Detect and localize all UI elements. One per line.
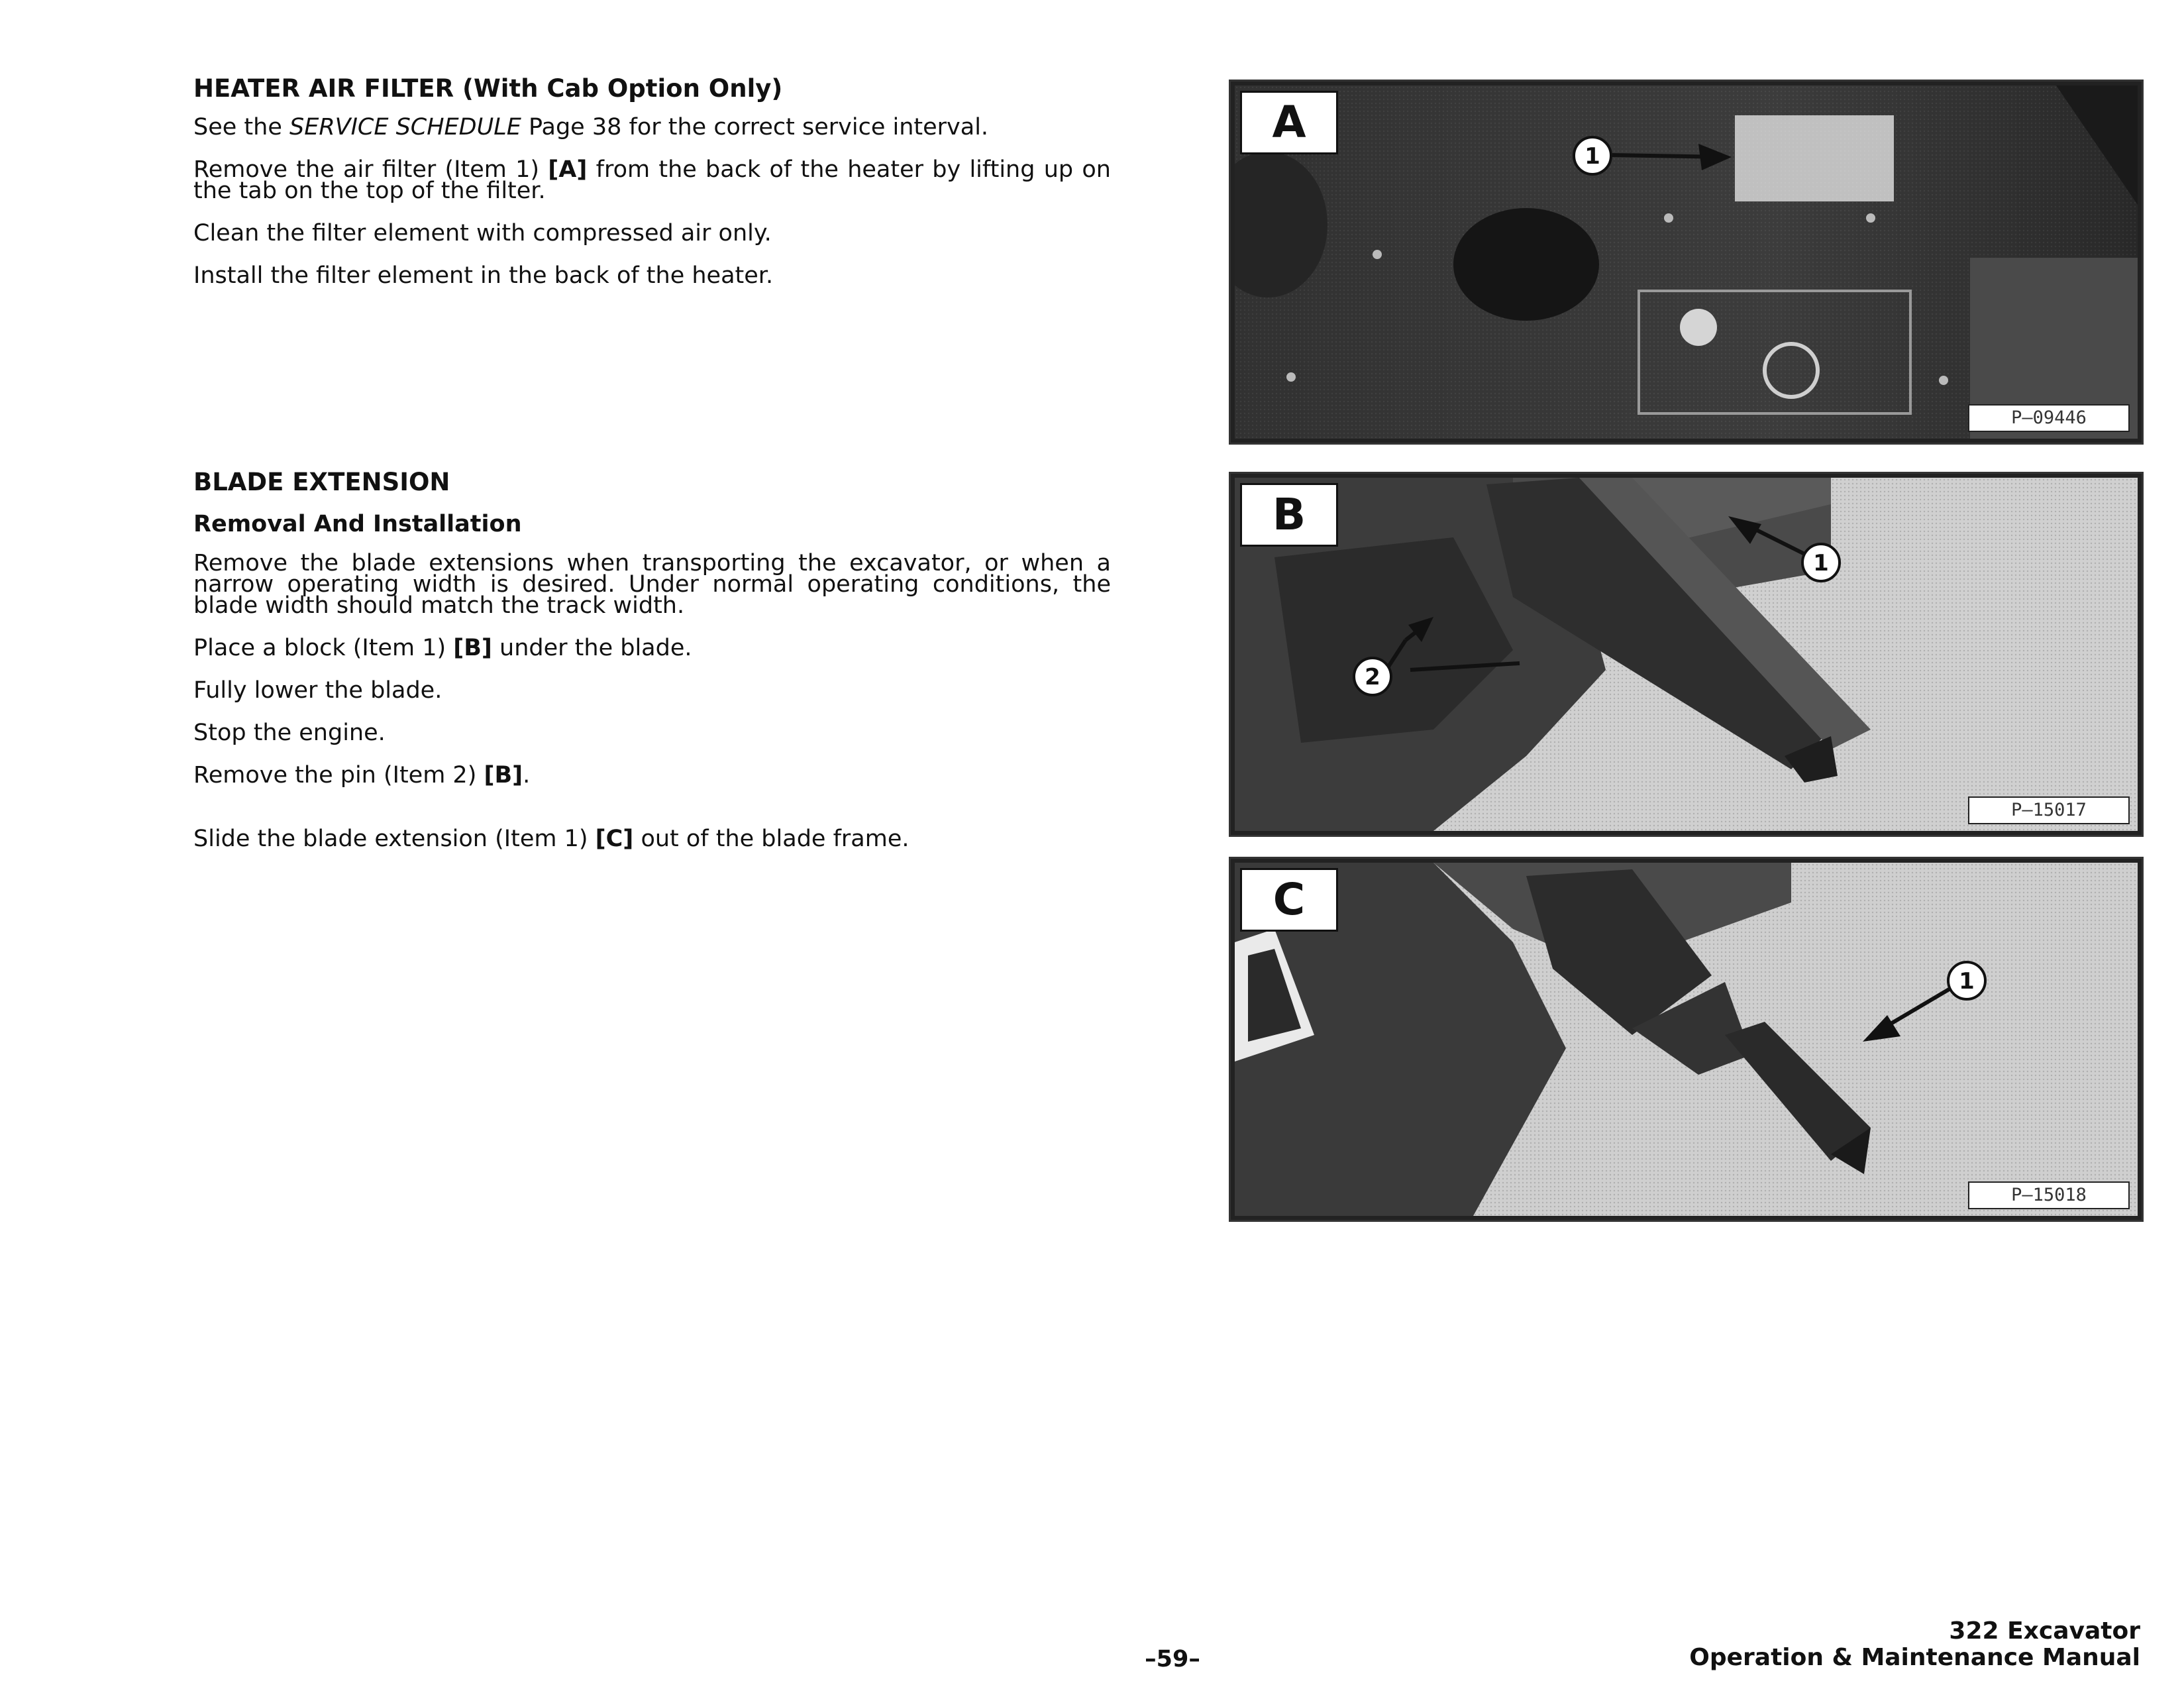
paragraph-place-block: Place a block (Item 1) [B] under the blade. <box>193 635 692 661</box>
page-number: –59– <box>1145 1646 1200 1672</box>
figure-a <box>1229 80 2144 445</box>
heater-photo-illustration <box>1235 85 2138 439</box>
figure-b-callout-2: 2 <box>1365 664 1380 690</box>
figure-a-photo <box>1235 85 2138 439</box>
figure-b-photo <box>1235 478 2138 831</box>
blade-block-photo-illustration <box>1235 478 2138 831</box>
paragraph-install-filter: Install the filter element in the back of the heater. <box>193 262 774 289</box>
figure-c-callout-1: 1 <box>1959 968 1975 995</box>
subheading-removal-installation: Removal And Installation <box>193 511 522 537</box>
paragraph-remove-pin: Remove the pin (Item 2) [B]. <box>193 762 531 789</box>
paragraph-clean-filter: Clean the filter element with compressed air only. <box>193 220 772 246</box>
figure-b-code: P–15017 <box>1968 796 2130 824</box>
figure-a-code: P–09446 <box>1968 404 2130 432</box>
section-heading-blade-extension: BLADE EXTENSION <box>193 468 450 496</box>
figure-c-photo <box>1235 863 2138 1216</box>
figure-b-label: B <box>1240 483 1338 547</box>
manual-title-line2: Operation & Maintenance Manual <box>1689 1644 2140 1671</box>
section-heading-heater-air-filter: HEATER AIR FILTER (With Cab Option Only) <box>193 74 783 103</box>
paragraph-remove-blade-extensions: Remove the blade extensions when transporting the excavator, or when a narrow operating width is desired. Under normal operating conditions, the blade width should match the track width. <box>193 550 1111 619</box>
paragraph-remove-air-filter: Remove the air filter (Item 1) [A] from the back of the heater by lifting up on the tab on the top of the filter. <box>193 156 1111 204</box>
blade-extension-photo-illustration <box>1235 863 2138 1216</box>
figure-a-callout-1: 1 <box>1585 143 1600 170</box>
figure-c-label: C <box>1240 868 1338 932</box>
paragraph-slide-extension: Slide the blade extension (Item 1) [C] out of the blade frame. <box>193 826 910 852</box>
blade-extension-section <box>193 468 1111 852</box>
figure-b <box>1229 472 2144 837</box>
paragraph-lower-blade: Fully lower the blade. <box>193 677 442 704</box>
paragraph-service-interval: See the SERVICE SCHEDULE Page 38 for the correct service interval. <box>193 114 989 140</box>
figure-a-label: A <box>1240 91 1338 154</box>
manual-title <box>1689 1618 2140 1671</box>
figure-c <box>1229 857 2144 1222</box>
figure-b-callout-1: 1 <box>1813 550 1829 576</box>
manual-title-line1: 322 Excavator <box>1949 1617 2140 1645</box>
heater-air-filter-section <box>193 74 1111 289</box>
figure-c-code: P–15018 <box>1968 1181 2130 1209</box>
paragraph-stop-engine: Stop the engine. <box>193 720 386 746</box>
